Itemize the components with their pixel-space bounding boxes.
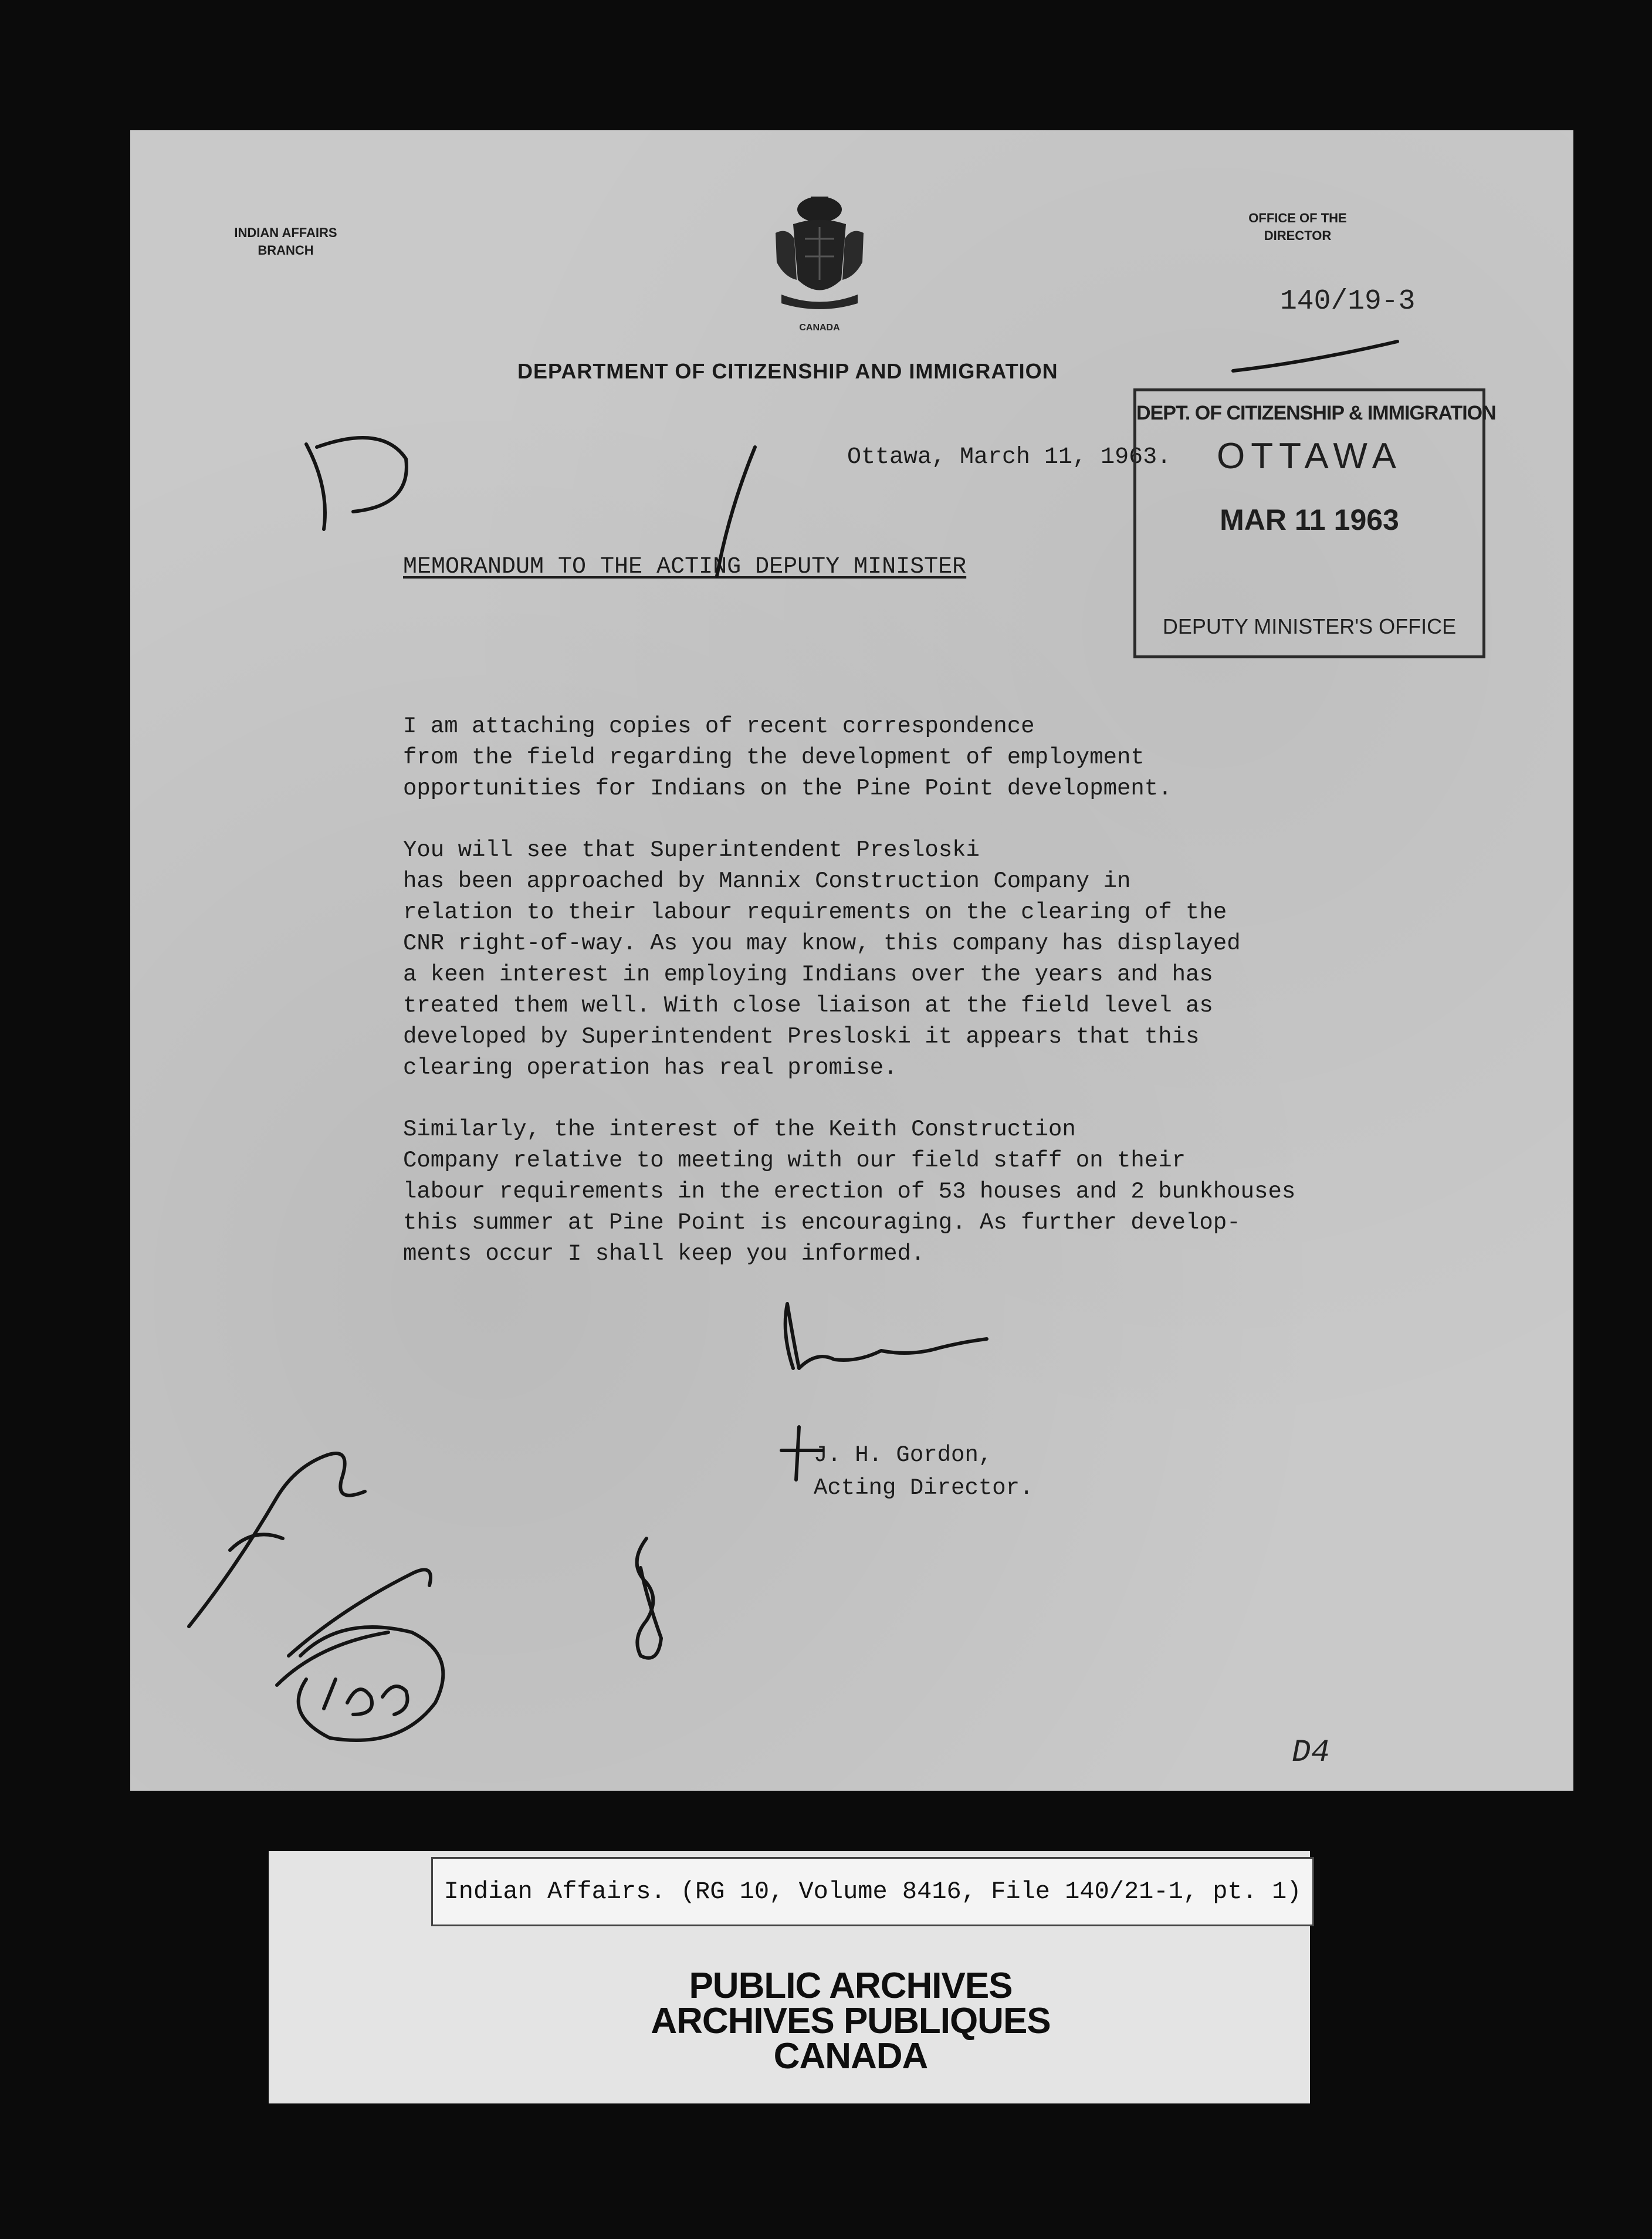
handwritten-signature xyxy=(781,1304,987,1480)
office-label: OFFICE OF THE DIRECTOR xyxy=(1248,211,1347,243)
handwritten-date xyxy=(324,1679,408,1714)
stamp-department: DEPT. OF CITIZENSHIP & IMMIGRATION xyxy=(1136,402,1496,424)
handwritten-annotations xyxy=(130,130,1573,1791)
stamp-office: DEPUTY MINISTER'S OFFICE xyxy=(1162,614,1457,638)
handwritten-thanks xyxy=(189,1453,365,1626)
signer-title: Acting Director. xyxy=(814,1475,1034,1501)
archive-citation: Indian Affairs. (RG 10, Volume 8416, File 140/21-1, pt. 1) xyxy=(431,1857,1314,1926)
stamp-city: OTTAWA xyxy=(1217,436,1402,476)
branch-label: INDIAN AFFAIRS BRANCH xyxy=(234,225,337,258)
canada-label: CANADA xyxy=(799,323,840,333)
stamp-date: MAR 11 1963 xyxy=(1220,503,1399,536)
paragraph: I am attaching copies of recent correspondence from the field regarding the development of employment opportunities for Indians on the Pine Point development. xyxy=(403,713,1172,801)
archives-line-en: PUBLIC ARCHIVES xyxy=(689,1966,1013,2006)
archives-line-country: CANADA xyxy=(773,2036,928,2076)
date-line: Ottawa, March 11, 1963. xyxy=(847,444,1172,471)
handwritten-line xyxy=(1233,341,1397,371)
handwritten-circle xyxy=(299,1627,444,1740)
file-number: 140/19-3 xyxy=(1280,286,1416,317)
handwritten-eight xyxy=(637,1538,661,1658)
department-heading: DEPARTMENT OF CITIZENSHIP AND IMMIGRATION xyxy=(517,359,1058,383)
signer-name: J. H. Gordon, xyxy=(814,1442,993,1468)
archives-label xyxy=(528,1966,1173,2076)
memo-page xyxy=(130,130,1573,1791)
paragraph: You will see that Superintendent Presloski has been approached by Mannix Construction Company in relation to their labour requirements on the clearing of the CNR right-of-way. As you may know, this company has displayed a keen interest in employing Indians over the years and has treated them well. With close liaison at the field level as developed by Superintendent Presloski it appears that this clearing operation has real promise. xyxy=(403,837,1241,1081)
page-marker: D4 xyxy=(1292,1735,1330,1771)
memo-title: MEMORANDUM TO THE ACTING DEPUTY MINISTER xyxy=(403,554,967,580)
archives-line-fr: ARCHIVES PUBLIQUES xyxy=(651,2001,1051,2041)
handwritten-slash xyxy=(717,447,755,576)
paragraph: Similarly, the interest of the Keith Construction Company relative to meeting with our field staff on their labour requirements in the erection of 53 houses and 2 bunkhouses this summer at Pine Point is encouraging. As further develop- ments occur I shall keep you informed. xyxy=(403,1117,1296,1267)
handwritten-d-mark xyxy=(306,438,407,529)
